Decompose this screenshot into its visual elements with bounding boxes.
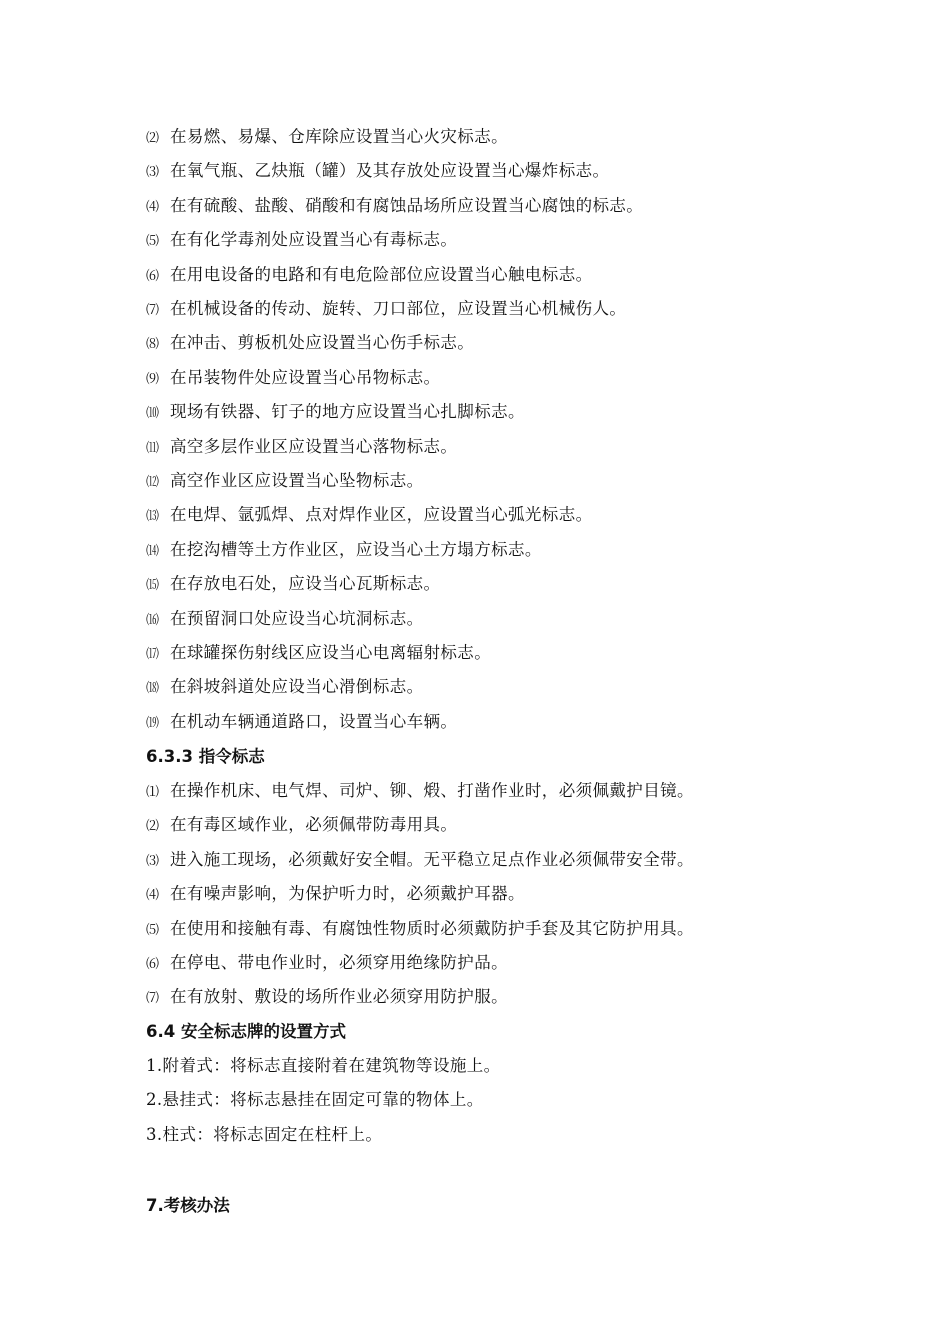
item-number: ⑴ bbox=[146, 785, 160, 800]
item-number: ⒂ bbox=[146, 578, 160, 594]
item-text: 在有放射、敷设的场所作业必须穿用防护服。 bbox=[170, 987, 508, 1007]
item-text: 在有硫酸、盐酸、硝酸和有腐蚀品场所应设置当心腐蚀的标志。 bbox=[170, 195, 644, 215]
hazard-list-item bbox=[146, 676, 424, 700]
item-number: ⒃ bbox=[146, 612, 160, 628]
hazard-list-item bbox=[146, 264, 593, 288]
command-list-item bbox=[146, 883, 525, 907]
hazard-list-item bbox=[146, 229, 457, 253]
item-number: ⑺ bbox=[146, 303, 160, 318]
hazard-list-item bbox=[146, 573, 440, 597]
hazard-list-item bbox=[146, 642, 491, 666]
setup-method-item: 1.附着式：将标志直接附着在建筑物等设施上。 bbox=[146, 1056, 501, 1075]
item-text: 高空作业区应设置当心坠物标志。 bbox=[170, 471, 424, 490]
item-text: 高空多层作业区应设置当心落物标志。 bbox=[170, 436, 458, 456]
item-number: ⑹ bbox=[146, 268, 160, 284]
item-number: ⑻ bbox=[146, 337, 160, 353]
item-number: ⑸ bbox=[146, 922, 160, 938]
hazard-list-item bbox=[146, 298, 626, 322]
section-heading-6-4: 6.4 安全标志牌的设置方式 bbox=[146, 1022, 346, 1041]
item-number: ⒆ bbox=[146, 715, 160, 731]
command-list-item bbox=[146, 814, 457, 838]
item-text: 在氧气瓶、乙炔瓶（罐）及其存放处应设置当心爆炸标志。 bbox=[170, 161, 610, 181]
command-list-item bbox=[146, 918, 694, 942]
item-text: 在预留洞口处应设当心坑洞标志。 bbox=[170, 608, 424, 628]
item-number: ⑾ bbox=[146, 440, 160, 456]
section-heading-6-3-3: 6.3.3 指令标志 bbox=[146, 747, 265, 766]
item-number: ⒀ bbox=[146, 509, 160, 525]
item-text: 在停电、带电作业时，必须穿用绝缘防护品。 bbox=[170, 953, 508, 972]
hazard-list-item bbox=[146, 504, 593, 528]
item-text: 在斜坡斜道处应设当心滑倒标志。 bbox=[170, 677, 424, 697]
item-number: ⑷ bbox=[146, 199, 160, 215]
hazard-list-item bbox=[146, 608, 424, 632]
item-text: 在易燃、易爆、仓库除应设置当心火灾标志。 bbox=[170, 127, 508, 146]
item-text: 在吊装物件处应设置当心吊物标志。 bbox=[170, 367, 441, 387]
hazard-list-item bbox=[146, 401, 525, 425]
item-number: ⑺ bbox=[146, 991, 160, 1007]
item-text: 现场有铁器、钉子的地方应设置当心扎脚标志。 bbox=[170, 402, 525, 422]
item-text: 在机械设备的传动、旋转、刀口部位，应设置当心机械伤人。 bbox=[170, 299, 627, 318]
item-text: 在存放电石处，应设当心瓦斯标志。 bbox=[170, 574, 441, 594]
hazard-list-item bbox=[146, 160, 609, 184]
item-number: ⑷ bbox=[146, 888, 160, 904]
item-number: ⑶ bbox=[146, 853, 160, 869]
hazard-list-item bbox=[146, 367, 440, 391]
command-list-item bbox=[146, 849, 694, 873]
command-list-item bbox=[146, 780, 694, 804]
item-text: 在用电设备的电路和有电危险部位应设置当心触电标志。 bbox=[170, 264, 593, 284]
item-number: ⒁ bbox=[146, 543, 160, 559]
hazard-list-item bbox=[146, 711, 457, 735]
command-list-item bbox=[146, 986, 508, 1010]
item-text: 在有化学毒剂处应设置当心有毒标志。 bbox=[170, 230, 458, 250]
item-number: ⑹ bbox=[146, 957, 160, 972]
item-number: ⑸ bbox=[146, 234, 160, 250]
item-number: ⑿ bbox=[146, 475, 160, 490]
item-text: 在有毒区域作业，必须佩带防毒用具。 bbox=[170, 815, 458, 835]
item-number: ⑶ bbox=[146, 165, 160, 181]
hazard-list-item bbox=[146, 470, 424, 494]
item-text: 在操作机床、电气焊、司炉、铆、煅、打凿作业时，必须佩戴护目镜。 bbox=[170, 781, 694, 800]
item-text: 在电焊、氩弧焊、点对焊作业区，应设置当心弧光标志。 bbox=[170, 505, 593, 525]
item-number: ⑼ bbox=[146, 371, 160, 387]
section-heading-7: 7.考核办法 bbox=[146, 1196, 230, 1215]
command-list-item bbox=[146, 952, 508, 976]
item-text: 在机动车辆通道路口，设置当心车辆。 bbox=[170, 711, 458, 731]
hazard-list-item bbox=[146, 332, 474, 356]
item-text: 在使用和接触有毒、有腐蚀性物质时必须戴防护手套及其它防护用具。 bbox=[170, 918, 694, 938]
item-text: 在挖沟槽等土方作业区，应设当心土方塌方标志。 bbox=[170, 539, 542, 559]
item-number: ⒄ bbox=[146, 647, 160, 662]
item-number: ⑽ bbox=[146, 406, 160, 422]
hazard-list-item bbox=[146, 195, 643, 219]
item-text: 在球罐探伤射线区应设当心电离辐射标志。 bbox=[170, 643, 492, 662]
item-text: 在有噪声影响，为保护听力时，必须戴护耳器。 bbox=[170, 884, 525, 904]
item-number: ⒅ bbox=[146, 681, 160, 697]
hazard-list-item bbox=[146, 539, 542, 563]
item-text: 在冲击、剪板机处应设置当心伤手标志。 bbox=[170, 333, 475, 353]
hazard-list-item bbox=[146, 126, 508, 150]
setup-method-item: 3.柱式：将标志固定在柱杆上。 bbox=[146, 1124, 383, 1144]
item-text: 进入施工现场，必须戴好安全帽。无平稳立足点作业必须佩带安全带。 bbox=[170, 849, 694, 869]
item-number: ⑵ bbox=[146, 131, 160, 146]
hazard-list-item bbox=[146, 436, 457, 460]
item-number: ⑵ bbox=[146, 819, 160, 835]
setup-method-item: 2.悬挂式：将标志悬挂在固定可靠的物体上。 bbox=[146, 1090, 484, 1110]
